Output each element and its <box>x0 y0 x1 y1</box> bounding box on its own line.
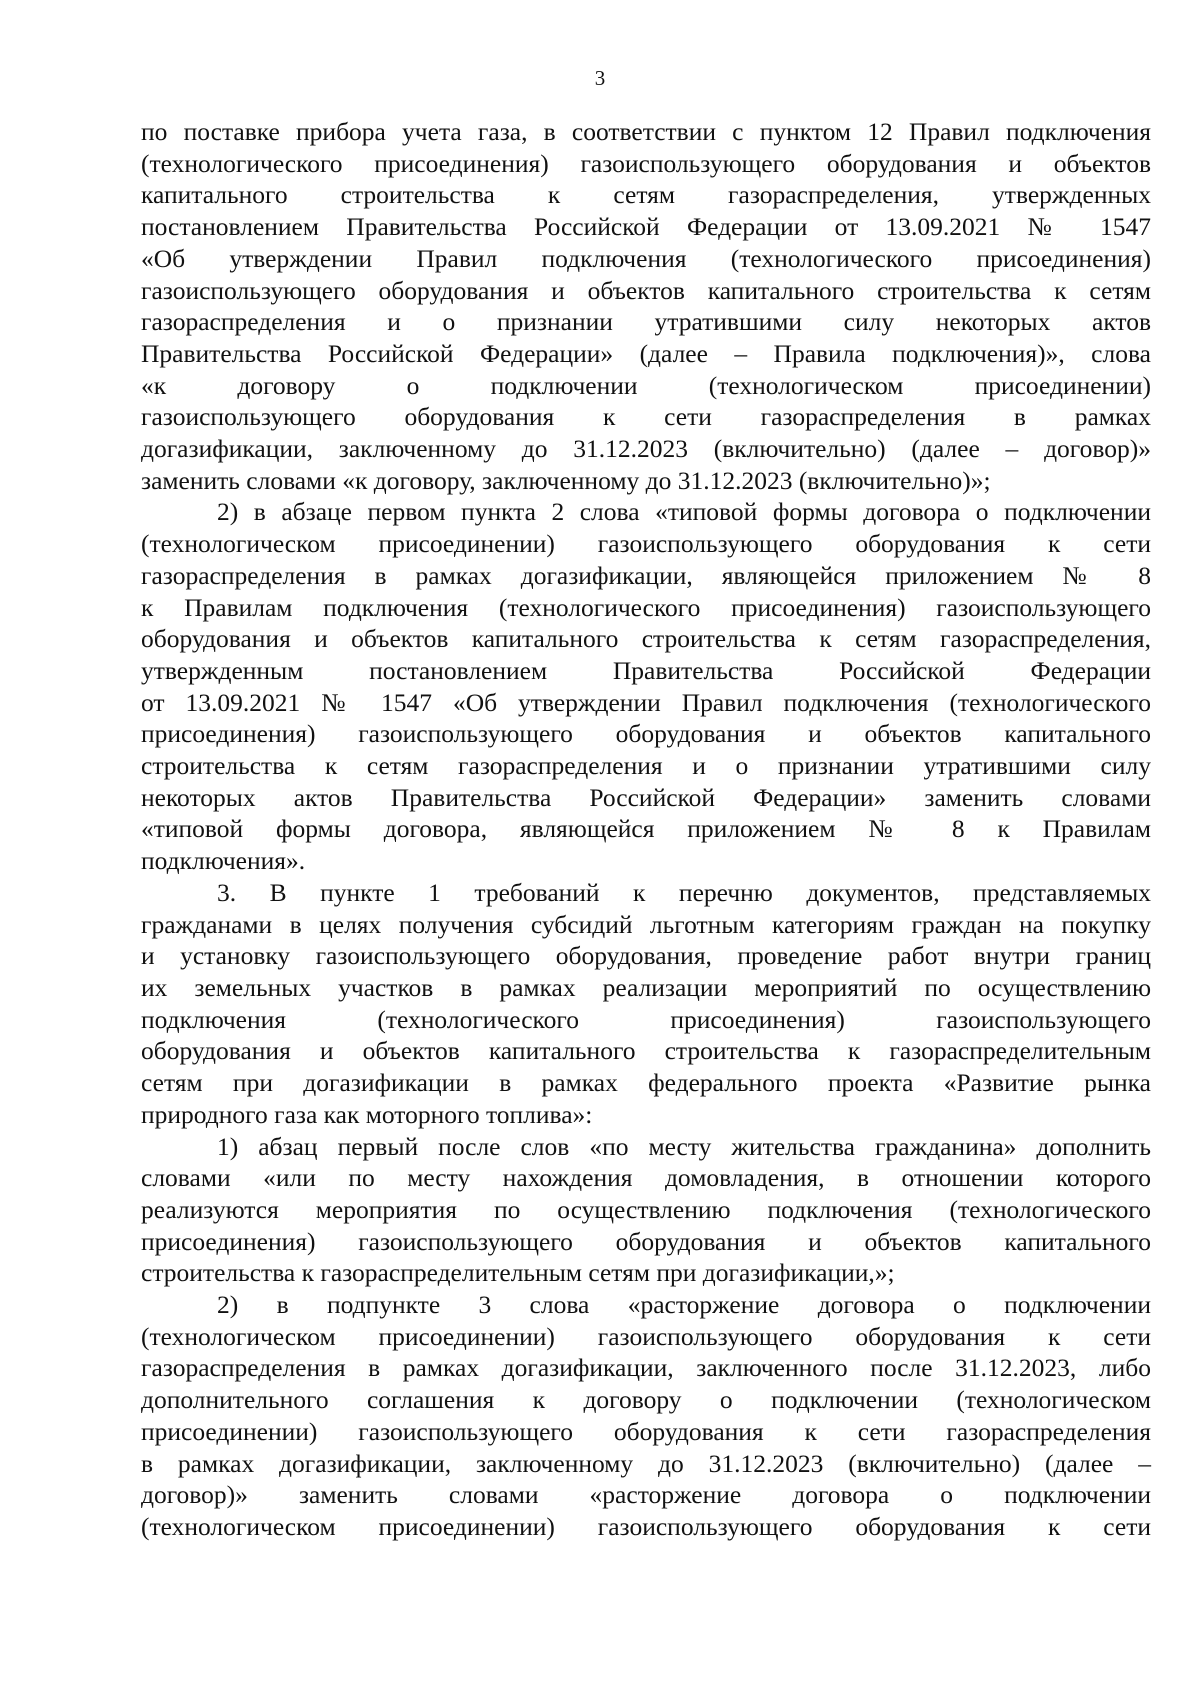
text-line: капитального строительства к сетям газораспределения, утвержденных <box>141 180 1151 210</box>
text-line: газораспределения в рамках догазификации, заключенного после 31.12.2023, либо <box>141 1353 1151 1383</box>
text-line: Правительства Российской Федерации» (далее – Правила подключения)», слова <box>141 338 1151 368</box>
text-line: газоиспользующего оборудования и объектов капитального строительства к сетям <box>141 275 1151 305</box>
text-line: оборудования и объектов капитального строительства к сетям газораспределения, <box>141 624 1151 654</box>
text-line: подключения». <box>141 846 306 876</box>
text-line: присоединении) газоиспользующего оборудования к сети газораспределения <box>141 1416 1151 1446</box>
text-line: реализуются мероприятия по осуществлению подключения (технологического <box>141 1194 1151 1224</box>
text-line: постановлением Правительства Российской Федерации от 13.09.2021 № 1547 <box>141 212 1151 242</box>
text-line: сетям при догазификации в рамках федерального проекта «Развитие рынка <box>141 1068 1151 1098</box>
text-line: строительства к сетям газораспределения и о признании утратившими силу <box>141 751 1151 781</box>
text-line: и установку газоиспользующего оборудования, проведение работ внутри границ <box>141 941 1151 971</box>
text-line: 2) в подпункте 3 слова «расторжение договора о подключении <box>217 1290 1151 1320</box>
text-line: газораспределения в рамках догазификации, являющейся приложением № 8 <box>141 560 1151 590</box>
text-line: от 13.09.2021 № 1547 «Об утверждении Правил подключения (технологического <box>141 687 1151 717</box>
text-line: по поставке прибора учета газа, в соответствии с пунктом 12 Правил подключения <box>141 117 1151 146</box>
text-line: в рамках догазификации, заключенному до 31.12.2023 (включительно) (далее – <box>141 1448 1151 1478</box>
text-line: их земельных участков в рамках реализации мероприятий по осуществлению <box>141 972 1151 1002</box>
text-line: утвержденным постановлением Правительства Российской Федерации <box>141 655 1151 685</box>
text-line: догазификации, заключенному до 31.12.2023 (включительно) (далее – договор)» <box>141 434 1151 464</box>
text-line: словами «или по месту нахождения домовладения, в отношении которого <box>141 1163 1151 1193</box>
text-line: к Правилам подключения (технологического присоединения) газоиспользующего <box>141 592 1151 622</box>
text-line: присоединения) газоиспользующего оборудования и объектов капитального <box>141 719 1151 749</box>
text-line: гражданами в целях получения субсидий льготным категориям граждан на покупку <box>141 909 1151 939</box>
text-line: 2) в абзаце первом пункта 2 слова «типовой формы договора о подключении <box>217 497 1151 527</box>
text-line: «Об утверждении Правил подключения (технологического присоединения) <box>141 243 1151 273</box>
text-line: (технологического присоединения) газоиспользующего оборудования и объектов <box>141 148 1151 178</box>
text-line: «типовой формы договора, являющейся приложением № 8 к Правилам <box>141 814 1151 844</box>
text-line: природного газа как моторного топлива»: <box>141 1099 593 1129</box>
text-line: подключения (технологического присоединения) газоиспользующего <box>141 1004 1151 1034</box>
text-line: (технологическом присоединении) газоиспользующего оборудования к сети <box>141 529 1151 559</box>
text-line: присоединения) газоиспользующего оборудования и объектов капитального <box>141 1226 1151 1256</box>
text-line: (технологическом присоединении) газоиспользующего оборудования к сети <box>141 1511 1151 1541</box>
text-line: «к договору о подключении (технологическом присоединении) <box>141 370 1151 400</box>
text-line: (технологическом присоединении) газоиспользующего оборудования к сети <box>141 1321 1151 1351</box>
text-line: строительства к газораспределительным сетям при догазификации,»; <box>141 1258 895 1288</box>
text-line: газораспределения и о признании утратившими силу некоторых актов <box>141 307 1151 337</box>
text-line: газоиспользующего оборудования к сети газораспределения в рамках <box>141 402 1151 432</box>
text-line: заменить словами «к договору, заключенному до 31.12.2023 (включительно)»; <box>141 465 991 495</box>
text-line: дополнительного соглашения к договору о подключении (технологическом <box>141 1385 1151 1415</box>
text-line: оборудования и объектов капитального строительства к газораспределительным <box>141 1036 1151 1066</box>
text-line: 3. В пункте 1 требований к перечню документов, представляемых <box>217 877 1151 907</box>
text-line: договор)» заменить словами «расторжение договора о подключении <box>141 1480 1151 1510</box>
text-line: некоторых актов Правительства Российской Федерации» заменить словами <box>141 782 1151 812</box>
document-body <box>141 116 1151 1543</box>
text-line: 1) абзац первый после слов «по месту жительства гражданина» дополнить <box>217 1131 1151 1161</box>
page-number: 3 <box>594 66 606 90</box>
